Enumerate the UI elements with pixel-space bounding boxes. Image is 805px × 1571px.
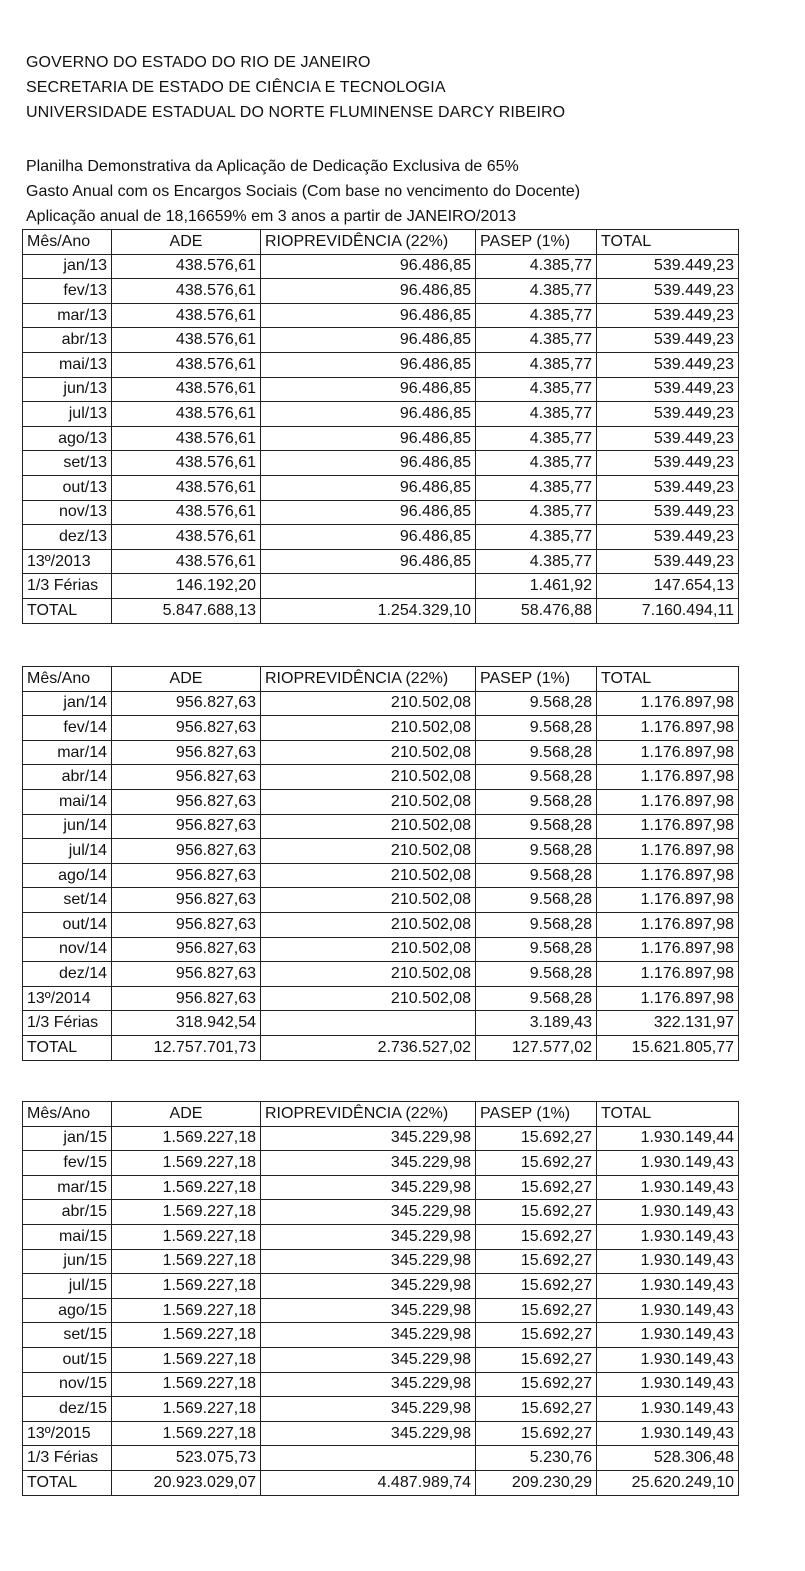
table-cell: 4.385,77 bbox=[476, 475, 597, 500]
table-cell: 13º/2013 bbox=[23, 549, 112, 574]
table-row bbox=[23, 1323, 739, 1348]
table-cell: 956.827,63 bbox=[112, 716, 261, 741]
column-header: Mês/Ano bbox=[23, 1102, 112, 1127]
table-cell: nov/14 bbox=[23, 937, 112, 962]
column-header: PASEP (1%) bbox=[476, 667, 597, 692]
table-cell: 210.502,08 bbox=[261, 863, 476, 888]
table-cell: 4.385,77 bbox=[476, 254, 597, 279]
table-row bbox=[23, 740, 739, 765]
table-cell: 3.189,43 bbox=[476, 1011, 597, 1036]
column-header: TOTAL bbox=[597, 1102, 739, 1127]
table-cell: 9.568,28 bbox=[476, 863, 597, 888]
table-row bbox=[23, 912, 739, 937]
table-row bbox=[23, 1249, 739, 1274]
table-cell: 438.576,61 bbox=[112, 254, 261, 279]
table-cell: 345.229,98 bbox=[261, 1175, 476, 1200]
table-cell: out/13 bbox=[23, 475, 112, 500]
table-cell: 1.930.149,43 bbox=[597, 1175, 739, 1200]
table-row bbox=[23, 863, 739, 888]
table-cell: 96.486,85 bbox=[261, 303, 476, 328]
table-cell: 345.229,98 bbox=[261, 1397, 476, 1422]
table-cell: 4.385,77 bbox=[476, 549, 597, 574]
table-cell: 4.487.989,74 bbox=[261, 1470, 476, 1495]
table-cell: 1/3 Férias bbox=[23, 1011, 112, 1036]
document-header bbox=[26, 50, 565, 125]
table-cell: 1.176.897,98 bbox=[597, 863, 739, 888]
table-row bbox=[23, 937, 739, 962]
table-cell: 438.576,61 bbox=[112, 328, 261, 353]
table-cell bbox=[261, 1446, 476, 1471]
table-cell: 539.449,23 bbox=[597, 426, 739, 451]
table-cell: 15.692,27 bbox=[476, 1224, 597, 1249]
table-cell: set/15 bbox=[23, 1323, 112, 1348]
table-cell: 9.568,28 bbox=[476, 839, 597, 864]
table-cell: 96.486,85 bbox=[261, 426, 476, 451]
table-cell: 956.827,63 bbox=[112, 691, 261, 716]
table-header-row bbox=[23, 1102, 739, 1127]
table-cell: 4.385,77 bbox=[476, 279, 597, 304]
table-cell: jul/14 bbox=[23, 839, 112, 864]
table-cell: 25.620.249,10 bbox=[597, 1470, 739, 1495]
table-cell: abr/15 bbox=[23, 1200, 112, 1225]
table-cell: 210.502,08 bbox=[261, 789, 476, 814]
table-cell: 1.569.227,18 bbox=[112, 1397, 261, 1422]
table-cell: 9.568,28 bbox=[476, 789, 597, 814]
table-cell: 956.827,63 bbox=[112, 962, 261, 987]
table-row bbox=[23, 279, 739, 304]
table-cell: jun/14 bbox=[23, 814, 112, 839]
table-cell: 20.923.029,07 bbox=[112, 1470, 261, 1495]
table-cell: 438.576,61 bbox=[112, 402, 261, 427]
table-cell: 15.692,27 bbox=[476, 1200, 597, 1225]
table-cell: 146.192,20 bbox=[112, 574, 261, 599]
table-cell: 956.827,63 bbox=[112, 986, 261, 1011]
document-intro bbox=[26, 154, 580, 229]
table-cell: 209.230,29 bbox=[476, 1470, 597, 1495]
table-cell: 345.229,98 bbox=[261, 1151, 476, 1176]
table-cell: 1.930.149,43 bbox=[597, 1200, 739, 1225]
table-row bbox=[23, 1446, 739, 1471]
table-cell: 1/3 Férias bbox=[23, 1446, 112, 1471]
table-cell: 1.569.227,18 bbox=[112, 1126, 261, 1151]
table-cell: 956.827,63 bbox=[112, 912, 261, 937]
table-cell: 1.930.149,44 bbox=[597, 1126, 739, 1151]
table-cell: 528.306,48 bbox=[597, 1446, 739, 1471]
table-cell: 210.502,08 bbox=[261, 716, 476, 741]
table-cell: 127.577,02 bbox=[476, 1035, 597, 1060]
table-row bbox=[23, 1421, 739, 1446]
intro-line-application: Aplicação anual de 18,16659% em 3 anos a partir de JANEIRO/2013 bbox=[26, 208, 517, 225]
table-cell: 1.569.227,18 bbox=[112, 1372, 261, 1397]
table-cell: 2.736.527,02 bbox=[261, 1035, 476, 1060]
table-cell: 1.176.897,98 bbox=[597, 691, 739, 716]
table-cell: 1.569.227,18 bbox=[112, 1151, 261, 1176]
table-row bbox=[23, 986, 739, 1011]
table-cell: 345.229,98 bbox=[261, 1224, 476, 1249]
table-cell: 96.486,85 bbox=[261, 279, 476, 304]
table-cell: jan/13 bbox=[23, 254, 112, 279]
table-cell: 15.692,27 bbox=[476, 1175, 597, 1200]
table-cell: 15.692,27 bbox=[476, 1372, 597, 1397]
table-cell: 345.229,98 bbox=[261, 1126, 476, 1151]
table-cell: nov/15 bbox=[23, 1372, 112, 1397]
table-cell: 438.576,61 bbox=[112, 500, 261, 525]
table-cell: 15.692,27 bbox=[476, 1421, 597, 1446]
table-cell: mai/15 bbox=[23, 1224, 112, 1249]
table-2015 bbox=[22, 1101, 739, 1496]
table-cell: 345.229,98 bbox=[261, 1347, 476, 1372]
table-cell: 1.176.897,98 bbox=[597, 789, 739, 814]
table-row bbox=[23, 1397, 739, 1422]
table-cell: 210.502,08 bbox=[261, 888, 476, 913]
table-cell: 539.449,23 bbox=[597, 279, 739, 304]
column-header: RIOPREVIDÊNCIA (22%) bbox=[261, 667, 476, 692]
table-2014 bbox=[22, 666, 739, 1061]
table-cell: 523.075,73 bbox=[112, 1446, 261, 1471]
table-cell: 539.449,23 bbox=[597, 328, 739, 353]
table-cell: TOTAL bbox=[23, 598, 112, 623]
table-cell: 1.254.329,10 bbox=[261, 598, 476, 623]
table-cell: 1.176.897,98 bbox=[597, 888, 739, 913]
column-header: PASEP (1%) bbox=[476, 1102, 597, 1127]
table-cell: 4.385,77 bbox=[476, 303, 597, 328]
table-row bbox=[23, 303, 739, 328]
table-cell: 1.569.227,18 bbox=[112, 1298, 261, 1323]
table-cell: dez/13 bbox=[23, 525, 112, 550]
table-row bbox=[23, 328, 739, 353]
table-cell: 345.229,98 bbox=[261, 1298, 476, 1323]
table-cell: 4.385,77 bbox=[476, 451, 597, 476]
table-cell: ago/15 bbox=[23, 1298, 112, 1323]
table-row bbox=[23, 1011, 739, 1036]
table-cell: 956.827,63 bbox=[112, 814, 261, 839]
table-cell: 539.449,23 bbox=[597, 549, 739, 574]
table-cell: 1.569.227,18 bbox=[112, 1421, 261, 1446]
table-cell: 438.576,61 bbox=[112, 475, 261, 500]
table-row bbox=[23, 574, 739, 599]
table-cell bbox=[261, 1011, 476, 1036]
table-cell: 322.131,97 bbox=[597, 1011, 739, 1036]
table-row bbox=[23, 1372, 739, 1397]
table-cell: out/15 bbox=[23, 1347, 112, 1372]
table-cell: 15.692,27 bbox=[476, 1397, 597, 1422]
table-cell: 96.486,85 bbox=[261, 451, 476, 476]
header-line-university: UNIVERSIDADE ESTADUAL DO NORTE FLUMINENSE DARCY RIBEIRO bbox=[26, 104, 566, 121]
table-cell: 956.827,63 bbox=[112, 937, 261, 962]
table-cell: 4.385,77 bbox=[476, 328, 597, 353]
table-cell: 210.502,08 bbox=[261, 912, 476, 937]
table-cell: 9.568,28 bbox=[476, 888, 597, 913]
table-cell: 4.385,77 bbox=[476, 525, 597, 550]
table-cell: 539.449,23 bbox=[597, 525, 739, 550]
table-cell: jul/13 bbox=[23, 402, 112, 427]
table-cell: 956.827,63 bbox=[112, 888, 261, 913]
table-cell: 1.569.227,18 bbox=[112, 1249, 261, 1274]
header-line-government: GOVERNO DO ESTADO DO RIO DE JANEIRO bbox=[26, 54, 371, 71]
table-cell: 956.827,63 bbox=[112, 789, 261, 814]
table-cell: 96.486,85 bbox=[261, 500, 476, 525]
table-cell: 5.847.688,13 bbox=[112, 598, 261, 623]
table-row bbox=[23, 691, 739, 716]
table-cell: 345.229,98 bbox=[261, 1421, 476, 1446]
table-cell: 96.486,85 bbox=[261, 352, 476, 377]
column-header: TOTAL bbox=[597, 667, 739, 692]
table-row bbox=[23, 1126, 739, 1151]
table-cell: mai/13 bbox=[23, 352, 112, 377]
table-cell: abr/14 bbox=[23, 765, 112, 790]
column-header: ADE bbox=[112, 230, 261, 255]
table-row bbox=[23, 716, 739, 741]
table-cell: 210.502,08 bbox=[261, 740, 476, 765]
table-cell bbox=[261, 574, 476, 599]
table-cell: 539.449,23 bbox=[597, 451, 739, 476]
table-row bbox=[23, 1224, 739, 1249]
table-cell: 1.461,92 bbox=[476, 574, 597, 599]
table-row bbox=[23, 254, 739, 279]
table-cell: 1.176.897,98 bbox=[597, 839, 739, 864]
table-cell: TOTAL bbox=[23, 1470, 112, 1495]
table-cell: 15.621.805,77 bbox=[597, 1035, 739, 1060]
table-cell: 956.827,63 bbox=[112, 839, 261, 864]
table-row bbox=[23, 500, 739, 525]
table-cell: 9.568,28 bbox=[476, 716, 597, 741]
table-cell: TOTAL bbox=[23, 1035, 112, 1060]
table-cell: 9.568,28 bbox=[476, 912, 597, 937]
table-row bbox=[23, 1347, 739, 1372]
table-cell: 1.176.897,98 bbox=[597, 962, 739, 987]
column-header: RIOPREVIDÊNCIA (22%) bbox=[261, 230, 476, 255]
table-cell: set/14 bbox=[23, 888, 112, 913]
table-cell: 539.449,23 bbox=[597, 475, 739, 500]
table-cell: 1.930.149,43 bbox=[597, 1298, 739, 1323]
column-header: PASEP (1%) bbox=[476, 230, 597, 255]
table-cell: 438.576,61 bbox=[112, 279, 261, 304]
table-cell: jul/15 bbox=[23, 1274, 112, 1299]
table-cell: 539.449,23 bbox=[597, 352, 739, 377]
column-header: Mês/Ano bbox=[23, 667, 112, 692]
table-cell: 438.576,61 bbox=[112, 549, 261, 574]
table-row bbox=[23, 1175, 739, 1200]
table-cell: 345.229,98 bbox=[261, 1372, 476, 1397]
table-cell: 438.576,61 bbox=[112, 426, 261, 451]
table-row bbox=[23, 549, 739, 574]
table-cell: 96.486,85 bbox=[261, 475, 476, 500]
table-row bbox=[23, 1151, 739, 1176]
table-row bbox=[23, 426, 739, 451]
table-cell: 345.229,98 bbox=[261, 1323, 476, 1348]
table-total-row bbox=[23, 1470, 739, 1495]
table-cell: 13º/2015 bbox=[23, 1421, 112, 1446]
table-cell: 1.930.149,43 bbox=[597, 1372, 739, 1397]
table-cell: 1.176.897,98 bbox=[597, 740, 739, 765]
table-header-row bbox=[23, 230, 739, 255]
table-cell: 4.385,77 bbox=[476, 352, 597, 377]
table-cell: 539.449,23 bbox=[597, 303, 739, 328]
table-2013 bbox=[22, 229, 739, 624]
table-cell: 15.692,27 bbox=[476, 1347, 597, 1372]
table-cell: 438.576,61 bbox=[112, 525, 261, 550]
column-header: ADE bbox=[112, 1102, 261, 1127]
table-cell: 1.930.149,43 bbox=[597, 1249, 739, 1274]
table-cell: 210.502,08 bbox=[261, 937, 476, 962]
table-cell: 15.692,27 bbox=[476, 1323, 597, 1348]
table-row bbox=[23, 888, 739, 913]
table-cell: jun/13 bbox=[23, 377, 112, 402]
table-cell: 318.942,54 bbox=[112, 1011, 261, 1036]
table-cell: 1.176.897,98 bbox=[597, 986, 739, 1011]
table-cell: 1.569.227,18 bbox=[112, 1175, 261, 1200]
table-cell: set/13 bbox=[23, 451, 112, 476]
table-cell: 147.654,13 bbox=[597, 574, 739, 599]
table-cell: 539.449,23 bbox=[597, 500, 739, 525]
table-cell: 1.930.149,43 bbox=[597, 1397, 739, 1422]
intro-line-subtitle: Gasto Anual com os Encargos Sociais (Com base no vencimento do Docente) bbox=[26, 183, 581, 200]
table-cell: 1.176.897,98 bbox=[597, 937, 739, 962]
table-cell: 210.502,08 bbox=[261, 962, 476, 987]
table-cell: 15.692,27 bbox=[476, 1126, 597, 1151]
table-cell: 956.827,63 bbox=[112, 740, 261, 765]
table-row bbox=[23, 377, 739, 402]
table-cell: 4.385,77 bbox=[476, 500, 597, 525]
table-row bbox=[23, 525, 739, 550]
table-cell: 9.568,28 bbox=[476, 765, 597, 790]
table-cell: 1.569.227,18 bbox=[112, 1274, 261, 1299]
table-cell: 539.449,23 bbox=[597, 377, 739, 402]
table-cell: jun/15 bbox=[23, 1249, 112, 1274]
table-cell: abr/13 bbox=[23, 328, 112, 353]
table-cell: 345.229,98 bbox=[261, 1274, 476, 1299]
table-cell: nov/13 bbox=[23, 500, 112, 525]
table-cell: 539.449,23 bbox=[597, 254, 739, 279]
table-cell: 438.576,61 bbox=[112, 303, 261, 328]
table-cell: 15.692,27 bbox=[476, 1249, 597, 1274]
table-row bbox=[23, 475, 739, 500]
table-cell: 1/3 Férias bbox=[23, 574, 112, 599]
table-cell: jan/14 bbox=[23, 691, 112, 716]
table-row bbox=[23, 962, 739, 987]
table-cell: 9.568,28 bbox=[476, 740, 597, 765]
table-cell: 1.930.149,43 bbox=[597, 1274, 739, 1299]
table-cell: 9.568,28 bbox=[476, 962, 597, 987]
header-line-secretariat: SECRETARIA DE ESTADO DE CIÊNCIA E TECNOLOGIA bbox=[26, 79, 446, 96]
table-cell: 12.757.701,73 bbox=[112, 1035, 261, 1060]
table-header-row bbox=[23, 667, 739, 692]
column-header: Mês/Ano bbox=[23, 230, 112, 255]
table-cell: 539.449,23 bbox=[597, 402, 739, 427]
table-cell: 96.486,85 bbox=[261, 377, 476, 402]
table-cell: 96.486,85 bbox=[261, 525, 476, 550]
table-cell: 1.176.897,98 bbox=[597, 814, 739, 839]
table-cell: 1.569.227,18 bbox=[112, 1200, 261, 1225]
table-cell: 1.176.897,98 bbox=[597, 765, 739, 790]
table-row bbox=[23, 765, 739, 790]
table-cell: mar/13 bbox=[23, 303, 112, 328]
table-cell: fev/14 bbox=[23, 716, 112, 741]
table-cell: 210.502,08 bbox=[261, 986, 476, 1011]
table-cell: mar/14 bbox=[23, 740, 112, 765]
table-row bbox=[23, 814, 739, 839]
table-cell: 1.930.149,43 bbox=[597, 1347, 739, 1372]
table-cell: 15.692,27 bbox=[476, 1298, 597, 1323]
table-row bbox=[23, 839, 739, 864]
table-row bbox=[23, 1200, 739, 1225]
table-total-row bbox=[23, 1035, 739, 1060]
table-cell: 9.568,28 bbox=[476, 986, 597, 1011]
table-cell: 9.568,28 bbox=[476, 691, 597, 716]
table-cell: 9.568,28 bbox=[476, 937, 597, 962]
table-cell: jan/15 bbox=[23, 1126, 112, 1151]
table-cell: 15.692,27 bbox=[476, 1151, 597, 1176]
table-cell: fev/15 bbox=[23, 1151, 112, 1176]
table-cell: 15.692,27 bbox=[476, 1274, 597, 1299]
table-cell: 1.930.149,43 bbox=[597, 1224, 739, 1249]
table-row bbox=[23, 352, 739, 377]
table-cell: 345.229,98 bbox=[261, 1249, 476, 1274]
table-total-row bbox=[23, 598, 739, 623]
table-cell: mar/15 bbox=[23, 1175, 112, 1200]
table-row bbox=[23, 451, 739, 476]
table-cell: out/14 bbox=[23, 912, 112, 937]
table-cell: 210.502,08 bbox=[261, 691, 476, 716]
table-cell: 1.569.227,18 bbox=[112, 1347, 261, 1372]
table-cell: 1.930.149,43 bbox=[597, 1421, 739, 1446]
table-cell: 956.827,63 bbox=[112, 863, 261, 888]
table-cell: ago/13 bbox=[23, 426, 112, 451]
column-header: TOTAL bbox=[597, 230, 739, 255]
table-cell: fev/13 bbox=[23, 279, 112, 304]
table-cell: 13º/2014 bbox=[23, 986, 112, 1011]
table-cell: 96.486,85 bbox=[261, 549, 476, 574]
table-cell: 345.229,98 bbox=[261, 1200, 476, 1225]
table-cell: 1.930.149,43 bbox=[597, 1151, 739, 1176]
column-header: RIOPREVIDÊNCIA (22%) bbox=[261, 1102, 476, 1127]
table-cell: 210.502,08 bbox=[261, 814, 476, 839]
table-row bbox=[23, 402, 739, 427]
table-row bbox=[23, 789, 739, 814]
table-cell: 4.385,77 bbox=[476, 377, 597, 402]
table-cell: 96.486,85 bbox=[261, 328, 476, 353]
intro-line-title: Planilha Demonstrativa da Aplicação de Dedicação Exclusiva de 65% bbox=[26, 158, 519, 175]
table-cell: 96.486,85 bbox=[261, 254, 476, 279]
table-cell: dez/14 bbox=[23, 962, 112, 987]
table-cell: 58.476,88 bbox=[476, 598, 597, 623]
table-cell: 7.160.494,11 bbox=[597, 598, 739, 623]
column-header: ADE bbox=[112, 667, 261, 692]
table-cell: 1.569.227,18 bbox=[112, 1224, 261, 1249]
table-cell: 956.827,63 bbox=[112, 765, 261, 790]
table-cell: dez/15 bbox=[23, 1397, 112, 1422]
table-cell: 438.576,61 bbox=[112, 352, 261, 377]
table-cell: 4.385,77 bbox=[476, 426, 597, 451]
table-cell: 9.568,28 bbox=[476, 814, 597, 839]
table-cell: 1.930.149,43 bbox=[597, 1323, 739, 1348]
table-cell: 1.176.897,98 bbox=[597, 912, 739, 937]
table-cell: 1.569.227,18 bbox=[112, 1323, 261, 1348]
table-cell: 1.176.897,98 bbox=[597, 716, 739, 741]
table-row bbox=[23, 1274, 739, 1299]
table-cell: mai/14 bbox=[23, 789, 112, 814]
table-cell: 210.502,08 bbox=[261, 839, 476, 864]
table-cell: 438.576,61 bbox=[112, 377, 261, 402]
table-cell: 4.385,77 bbox=[476, 402, 597, 427]
table-cell: 96.486,85 bbox=[261, 402, 476, 427]
table-cell: 210.502,08 bbox=[261, 765, 476, 790]
table-cell: 438.576,61 bbox=[112, 451, 261, 476]
table-cell: ago/14 bbox=[23, 863, 112, 888]
table-row bbox=[23, 1298, 739, 1323]
table-cell: 5.230,76 bbox=[476, 1446, 597, 1471]
